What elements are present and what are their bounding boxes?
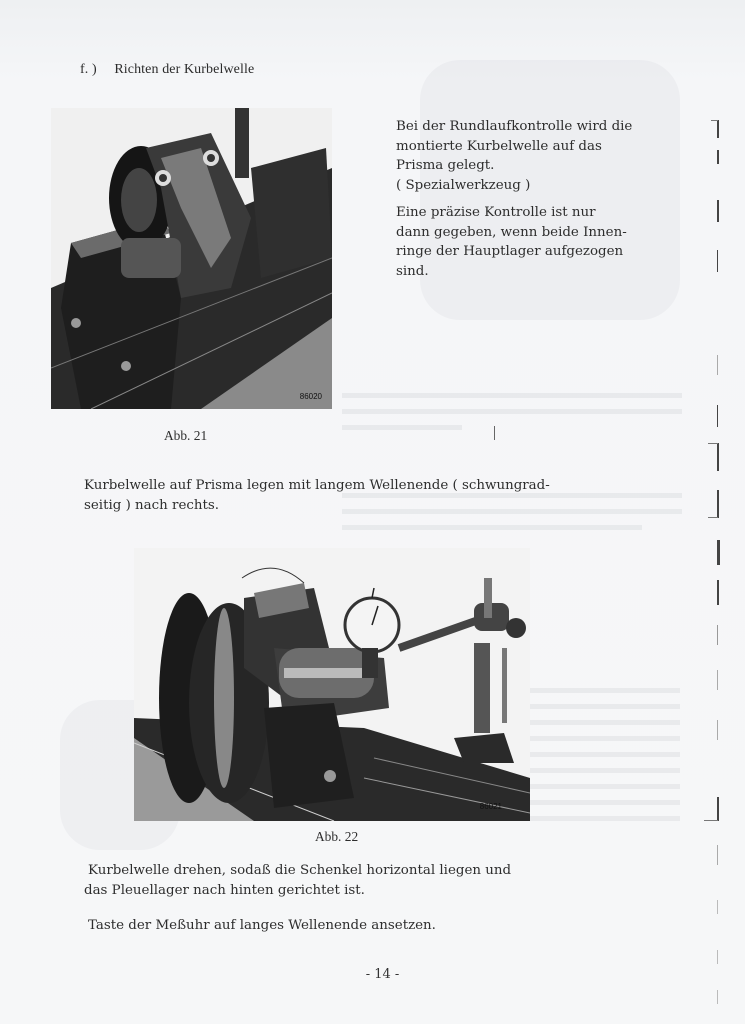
intro-paragraph-2 bbox=[396, 203, 627, 281]
bleed-through-line bbox=[520, 704, 680, 709]
text-line: das Pleuellager nach hinten gerichtet ist. bbox=[84, 882, 365, 898]
text-line: montierte Kurbelwelle auf das bbox=[396, 138, 602, 154]
scan-edge-mark bbox=[717, 355, 718, 375]
bleed-through-line bbox=[520, 784, 680, 789]
text-line: ringe der Hauptlager aufgezogen bbox=[396, 244, 624, 259]
figure-22-photo bbox=[134, 548, 530, 821]
text-line: Eine präzise Kontrolle ist nur bbox=[396, 205, 596, 220]
bleed-through-line bbox=[520, 720, 680, 725]
step-rotate-paragraph bbox=[84, 861, 512, 900]
crankshaft-prism-illustration bbox=[51, 108, 332, 409]
bleed-through-line bbox=[520, 800, 680, 805]
scan-edge-mark bbox=[717, 950, 718, 964]
text-line: dann gegeben, wenn beide Innen- bbox=[396, 224, 627, 240]
text-line: Prisma gelegt. bbox=[396, 158, 495, 173]
scan-edge-tick bbox=[708, 443, 718, 444]
text-line: Bei der Rundlaufkontrolle wird die bbox=[396, 119, 633, 134]
scan-edge-mark bbox=[717, 797, 719, 821]
scan-edge-tick bbox=[704, 820, 718, 821]
bleed-through-line bbox=[520, 688, 680, 693]
scan-edge-mark bbox=[717, 443, 719, 471]
text-line: seitig ) nach rechts. bbox=[84, 497, 219, 513]
figure-21-photo bbox=[51, 108, 332, 409]
figure-22-caption: Abb. 22 bbox=[315, 829, 359, 844]
bleed-through-line bbox=[520, 752, 680, 757]
intro-paragraph-1 bbox=[396, 117, 632, 195]
scan-edge-mark bbox=[717, 150, 719, 164]
scan-edge-mark bbox=[717, 200, 719, 222]
scan-edge-mark bbox=[717, 580, 719, 605]
bleed-through-line bbox=[520, 768, 680, 773]
bleed-through-line bbox=[520, 736, 680, 741]
bleed-through-line bbox=[342, 425, 462, 430]
page-number: - 14 - bbox=[365, 967, 400, 982]
text-line: Kurbelwelle drehen, sodaß die Schenkel horizontal liegen und bbox=[88, 863, 512, 878]
figure-21-caption: Abb. 21 bbox=[164, 428, 208, 443]
scan-edge-mark bbox=[717, 540, 720, 565]
scan-edge-mark bbox=[717, 670, 718, 690]
dial-gauge-setup-illustration bbox=[134, 548, 530, 821]
scan-edge-tick bbox=[708, 517, 718, 518]
scan-edge-mark bbox=[717, 120, 719, 138]
bleed-through-line bbox=[520, 816, 680, 821]
scan-edge-tick bbox=[711, 120, 718, 121]
step-placement-paragraph bbox=[84, 476, 550, 515]
bleed-through-line bbox=[342, 525, 642, 530]
bleed-through-line bbox=[342, 393, 682, 398]
scan-edge-mark bbox=[717, 625, 718, 645]
figure-21-id-label: 86020 bbox=[299, 392, 322, 401]
text-line: Kurbelwelle auf Prisma legen mit langem Wellenende ( schwungrad- bbox=[84, 478, 550, 493]
section-title: Richten der Kurbelwelle bbox=[114, 62, 255, 77]
bleed-through-line bbox=[342, 409, 682, 414]
scan-edge-mark bbox=[717, 900, 718, 914]
step-gauge-paragraph: Taste der Meßuhr auf langes Wellenende ansetzen. bbox=[88, 918, 436, 933]
scan-edge-mark bbox=[717, 490, 719, 518]
scan-edge-mark bbox=[717, 845, 718, 865]
scan-artifact-mark bbox=[494, 426, 495, 440]
figure-22-id-label: 86021 bbox=[479, 802, 502, 811]
scan-edge-mark bbox=[717, 250, 718, 272]
scan-edge-mark bbox=[717, 405, 718, 427]
scan-edge-mark bbox=[717, 990, 718, 1004]
section-heading bbox=[80, 62, 254, 78]
text-line: sind. bbox=[396, 263, 429, 279]
text-line: ( Spezialwerkzeug ) bbox=[396, 177, 531, 193]
scan-edge-mark bbox=[717, 720, 718, 740]
section-number: f. ) bbox=[80, 62, 97, 77]
